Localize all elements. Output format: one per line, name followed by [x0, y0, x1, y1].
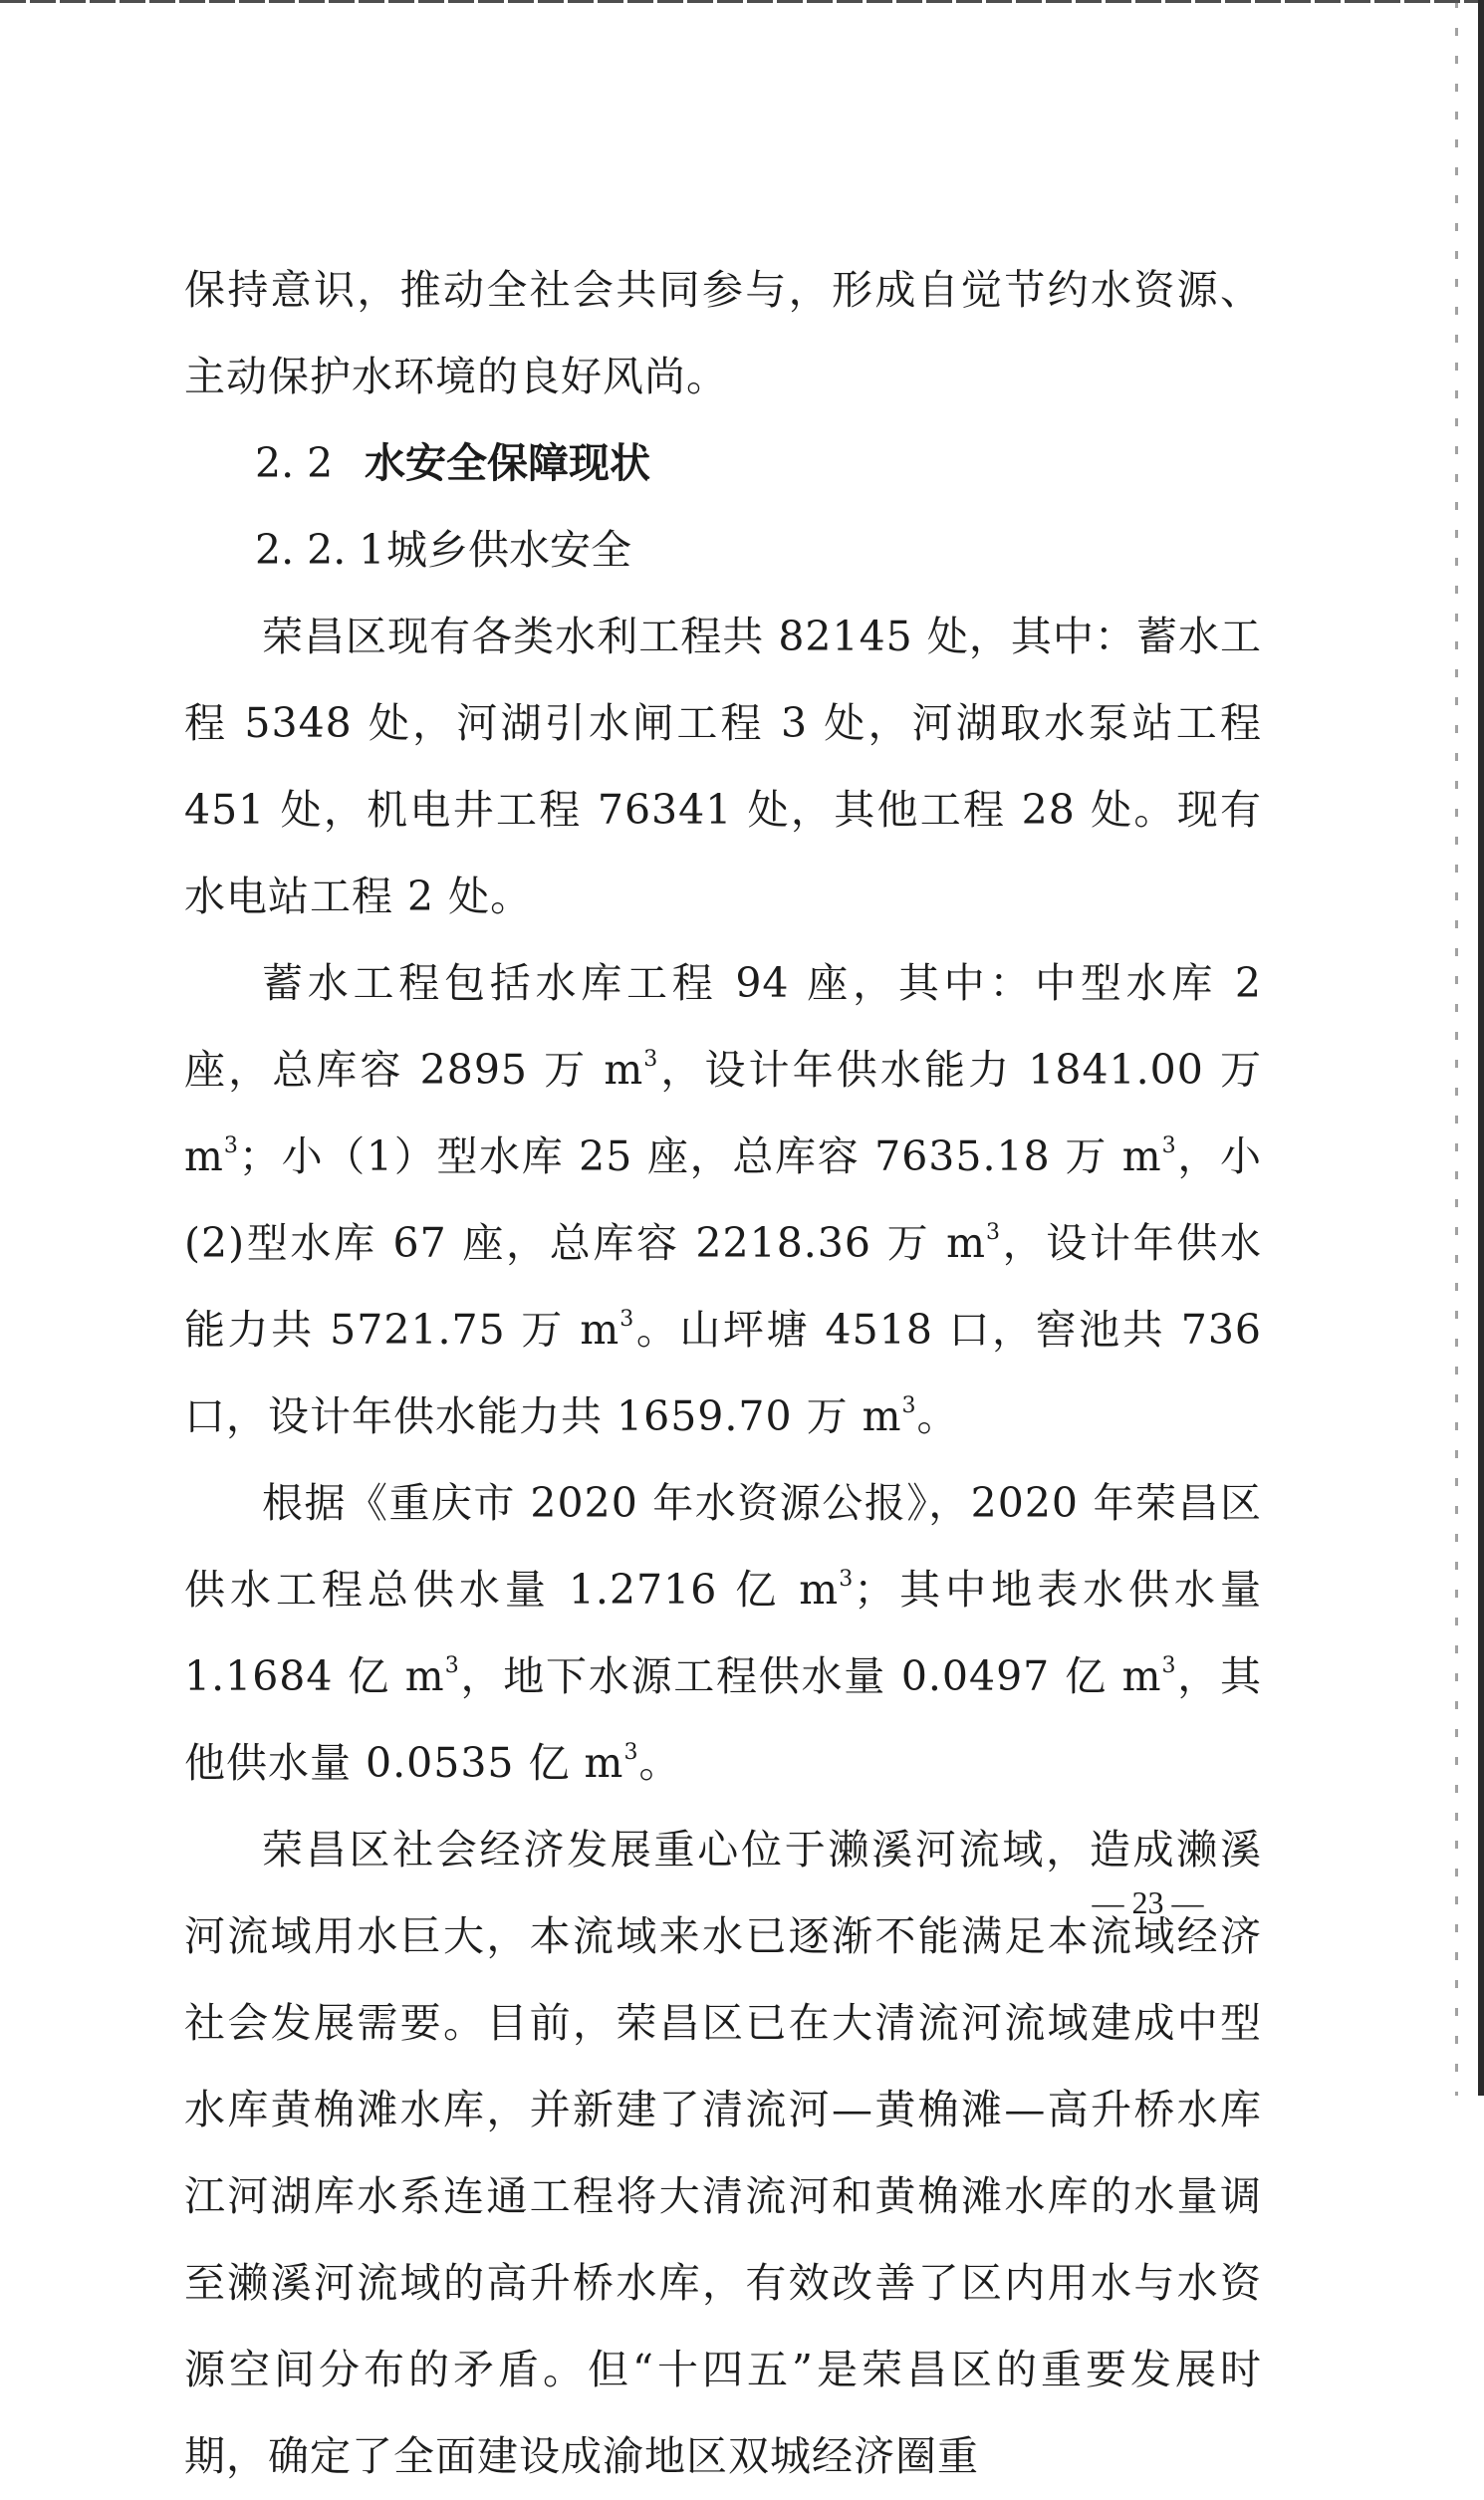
section-heading: [184, 420, 1262, 507]
paragraph-continued: 保持意识，推动全社会共同参与，形成自觉节约水资源、主动保护水环境的良好风尚。: [184, 266, 1262, 400]
paragraph-reservoirs: 蓄水工程包括水库工程 94 座，其中：中型水库 2 座，总库容 2895 万 $m^3$，设计年供水能力 1841.00 万 $m^3$；小（1）型水库 25 座，总库容 7635.18 万 $m^3$，小(2)型水库 67 座，总库容 2218.36 万 $m^3$，设计年供水能力共 5721.75 万 $m^3$。山坪塘 4518 口，窖池共 736 口，设计年供水能力共 1659.70 万 $m^3$。: [184, 959, 1262, 1440]
section-number: 2. 2: [255, 439, 334, 487]
page-top-edge-line: [0, 0, 1484, 3]
paragraph-water-supply: 根据《重庆市 2020 年水资源公报》，2020 年荣昌区供水工程总供水量 1.2716 亿 $m^3$；其中地表水供水量 1.1684 亿 $m^3$，地下水源工程供水量 0.0497 亿 $m^3$，其他供水量 0.0535 亿 $m^3$。: [184, 1479, 1263, 1787]
subsection-title: 城乡供水安全: [386, 526, 631, 574]
paragraph-water-projects: 荣昌区现有各类水利工程共 82145 处，其中：蓄水工程 5348 处，河湖引水闸工程 3 处，河湖取水泵站工程 451 处，机电井工程 76341 处，其他工程 28 处。现有水电站工程 2 处。: [184, 613, 1262, 920]
subsection-heading: [184, 507, 1262, 594]
page-number: — 23 —: [1092, 1884, 1204, 1920]
binding-perforation-line: [1455, 0, 1458, 2096]
paragraph-basin-development: 荣昌区社会经济发展重心位于濑溪河流域，造成濑溪河流域用水巨大，本流域来水已逐渐不能满足本流域经济社会发展需要。目前，荣昌区已在大清流河流域建成中型水库黄桷滩水库，并新建了清流河—黄桷滩—高升桥水库江河湖库水系连通工程将大清流河和黄桷滩水库的水量调至濑溪河流域的高升桥水库，有效改善了区内用水与水资源空间分布的矛盾。但“十四五”是荣昌区的重要发展时期，确定了全面建设成渝地区双城经济圈重: [184, 1826, 1262, 2480]
section-title: 水安全保障现状: [365, 439, 650, 487]
scan-binding-edge: [1478, 0, 1484, 2096]
document-body: [184, 247, 1262, 2500]
subsection-number: 2. 2. 1: [255, 526, 385, 574]
